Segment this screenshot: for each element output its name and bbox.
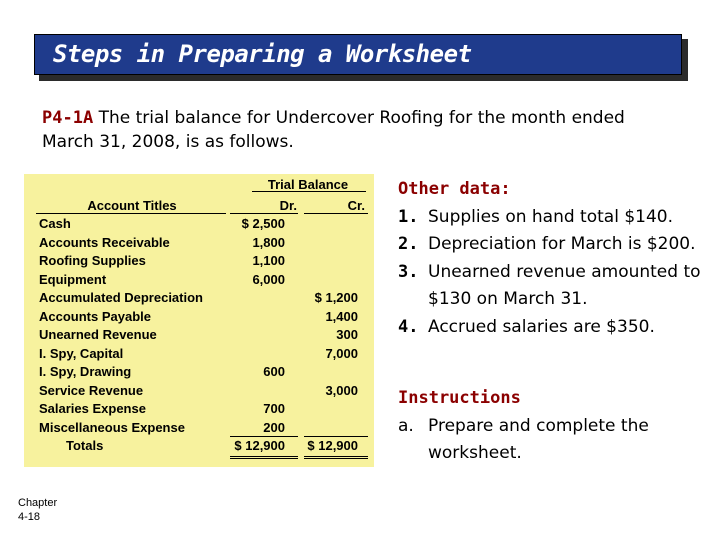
problem-id: P4-1A (42, 108, 94, 128)
instructions-header: Instructions (398, 388, 521, 408)
header-rule (252, 191, 366, 192)
account-header-rule (36, 213, 226, 214)
cr-total-rule (304, 436, 368, 437)
row-account: I. Spy, Capital (39, 345, 124, 361)
col-header-dr: Dr. (279, 198, 297, 213)
totals-cr: $ 12,900 (307, 438, 358, 453)
problem-intro (42, 106, 682, 154)
row-account: Cash (39, 216, 71, 231)
row-cr: 300 (336, 327, 358, 342)
row-account: Miscellaneous Expense (39, 419, 185, 435)
item-number: 2. (398, 234, 419, 254)
instructions (398, 385, 708, 468)
table-row (24, 383, 374, 401)
dr-double-rule (230, 456, 298, 459)
footer-line2: 4-18 (18, 511, 41, 523)
table-row (24, 253, 374, 271)
cr-header-rule (304, 213, 368, 214)
list-item (398, 259, 708, 314)
item-number: 4. (398, 316, 419, 337)
list-item (398, 204, 708, 232)
other-data (398, 176, 708, 341)
table-row (24, 401, 374, 419)
row-account: Accounts Payable (39, 308, 151, 324)
dr-total-rule (230, 436, 298, 437)
row-cr: 7,000 (325, 345, 358, 361)
trial-balance-table (24, 174, 374, 467)
dr-header-rule (230, 213, 298, 214)
item-text: Depreciation for March is $200. (428, 234, 696, 254)
row-dr: 700 (263, 401, 285, 416)
totals-label: Totals (66, 438, 104, 453)
table-row (24, 235, 374, 253)
title-banner (34, 34, 682, 75)
row-dr: 6,000 (252, 271, 285, 287)
table-row (24, 364, 374, 382)
footer-line1: Chapter (18, 497, 58, 509)
trial-balance-header: Trial Balance (267, 177, 349, 192)
row-account: Roofing Supplies (39, 253, 146, 268)
other-data-header: Other data: (398, 179, 511, 199)
row-account: Equipment (39, 271, 107, 287)
table-row (24, 327, 374, 345)
row-cr: $ 1,200 (314, 290, 358, 305)
item-text: Supplies on hand total $140. (428, 206, 673, 227)
row-account: I. Spy, Drawing (39, 364, 132, 379)
item-text: Unearned revenue amounted to $130 on March 31. (428, 261, 701, 309)
row-dr: 600 (263, 364, 285, 379)
table-row (24, 216, 374, 234)
row-account: Accumulated Depreciation (39, 290, 203, 305)
row-cr: 1,400 (325, 308, 358, 324)
row-dr: $ 2,500 (241, 216, 285, 231)
row-dr: 1,100 (252, 253, 285, 268)
item-number: 1. (398, 206, 419, 227)
table-row (24, 309, 374, 327)
col-header-cr: Cr. (347, 198, 365, 213)
row-account: Unearned Revenue (39, 327, 157, 342)
table-row (24, 420, 374, 438)
list-item (398, 314, 708, 342)
table-row (24, 346, 374, 364)
slide-title: Steps in Preparing a Worksheet (53, 40, 472, 68)
list-item (398, 231, 708, 259)
row-cr: 3,000 (325, 382, 358, 398)
row-dr: 200 (263, 419, 285, 435)
totals-row (24, 438, 374, 456)
item-text: Prepare and complete the worksheet. (428, 415, 649, 463)
intro-text: The trial balance for Undercover Roofing for the month ended March 31, 2008, is as follows. (42, 108, 625, 152)
item-number: 3. (398, 261, 419, 282)
row-dr: 1,800 (252, 234, 285, 250)
item-text: Accrued salaries are $350. (428, 316, 655, 337)
totals-dr: $ 12,900 (234, 438, 285, 453)
list-item (398, 413, 708, 468)
table-row (24, 290, 374, 308)
row-account: Accounts Receivable (39, 234, 170, 250)
item-number: a. (398, 415, 414, 436)
chapter-footer (18, 496, 57, 524)
row-account: Service Revenue (39, 382, 144, 398)
cr-double-rule (304, 456, 368, 459)
col-header-account: Account Titles (87, 198, 177, 213)
row-account: Salaries Expense (39, 401, 146, 416)
table-row (24, 272, 374, 290)
